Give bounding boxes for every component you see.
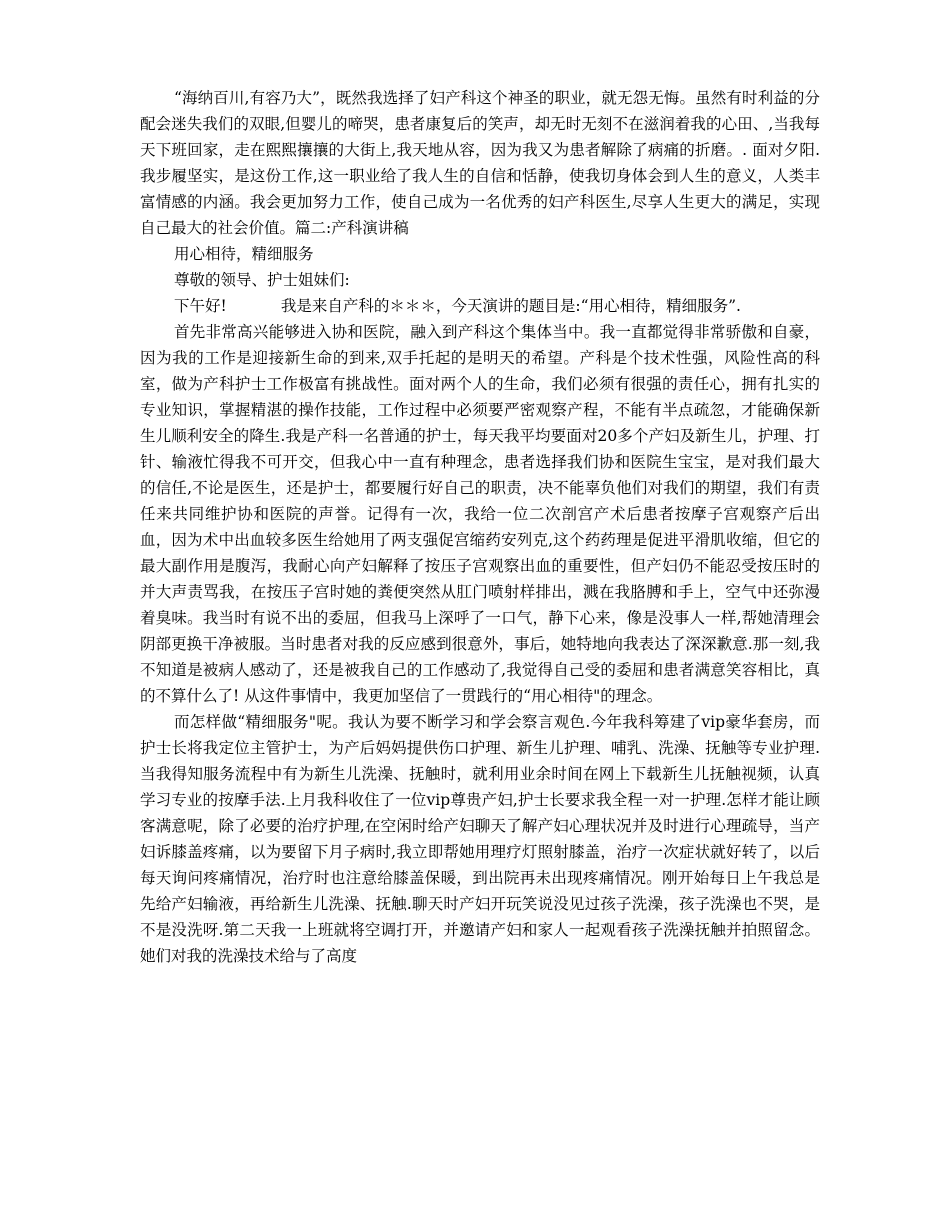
paragraph-closing-reflection: “海纳百川,有容乃大”，既然我选择了妇产科这个神圣的职业，就无怨无悔。虽然有时利益的分配会迷失我们的双眼,但婴儿的啼哭，患者康复后的笑声，却无时无刻不在滋润着我的心田、,当我每天下班回家，走在熙熙攘攘的大街上,我天地从容，因为我又为患者解除了病痛的折磨。. 面对夕阳. 我步履坚实，是这份工作,这一职业给了我人生的自信和恬静，使我切身体会到人生的意义，人类丰富情感的内涵。我会更加努力工作，使自己成为一名优秀的妇产科医生,尽享人生更大的满足，实现自己最大的社会价值。篇二:产科演讲稿 bbox=[140, 89, 825, 237]
paragraph-fine-service: 而怎样做“精细服务"呢。我认为要不断学习和学会察言观色.今年我科筹建了vip豪华套房，而护士长将我定位主管护士，为产后妈妈提供伤口护理、新生儿护理、哺乳、洗澡、抚触等专业护理.当我得知服务流程中有为新生儿洗澡、抚触时，就利用业余时间在网上下载新生儿抚触视频，认真学习专业的按摩手法.上月我科收住了一位vip尊贵产妇,护士长要求我全程一对一护理.怎样才能让顾客满意呢，除了必要的治疗护理,在空闲时给产妇聊天了解产妇心理状况并及时进行心理疏导，当产妇诉膝盖疼痛，以为要留下月子病时,我立即帮她用理疗灯照射膝盖，治疗一次症状就好转了，以后每天询问疼痛情况，治疗时也注意给膝盖保暖，到出院再未出现疼痛情况。刚开始每日上午我总是先给产妇输液，再给新生儿洗澡、抚触.聊天时产妇开玩笑说没见过孩子洗澡，孩子洗澡也不哭，是不是没洗呀.第二天我一上班就将空调打开，并邀请产妇和家人一起观看孩子洗澡抚触并拍照留念。她们对我的洗澡技术给与了高度 bbox=[140, 713, 820, 965]
paragraph-story: 首先非常高兴能够进入协和医院，融入到产科这个集体当中。我一直都觉得非常骄傲和自豪，因为我的工作是迎接新生命的到来,双手托起的是明天的希望。产科是个技术性强，风险性高的科室，做为产科护士工作极富有挑战性。面对两个人的生命，我们必须有很强的责任心，拥有扎实的专业知识，掌握精湛的操作技能，工作过程中必须要严密观察产程，不能有半点疏忽，才能确保新生儿顺利安全的降生.我是产科一名普通的护士，每天我平均要面对20多个产妇及新生儿，护理、打针、输液忙得我不可开交，但我心中一直有种理念，患者选择我们协和医院生宝宝，是对我们最大的信任,不论是医生，还是护士，都要履行好自己的职责，决不能辜负他们对我们的期望，我们有责任来共同维护协和医院的声誉。记得有一次，我给一位二次剖宫产术后患者按摩子宫观察产后出血，因为术中出血较多医生给她用了两支强促宫缩药安列克,这个药药理是促进平滑肌收缩，但它的最大副作用是腹泻，我耐心向产妇解释了按压子宫观察出血的重要性，但产妇仍不能忍受按压时的并大声责骂我，在按压子宫时她的粪便突然从肛门喷射样排出，溅在我胳膊和手上，空气中还弥漫着臭味。我当时有说不出的委屈，但我马上深呼了一口气，静下心来，像是没事人一样,帮她清理会阴部更换干净被服。当时患者对我的反应感到很意外，事后，她特地向我表达了深深歉意.那一刻,我不知道是被病人感动了，还是被我自己的工作感动了,我觉得自己受的委屈和患者满意笑容相比，真的不算什么了! 从这件事情中，我更加坚信了一贯践行的“用心相待"的理念。 bbox=[140, 323, 820, 705]
speech-greeting: 下午好! 我是来自产科的＊＊＊，今天演讲的题目是:“用心相待，精细服务”. bbox=[174, 297, 741, 315]
speech-title: 用心相待，精细服务 bbox=[174, 245, 314, 263]
speech-salutation: 尊敬的领导、护士姐妹们: bbox=[174, 271, 350, 289]
document-body bbox=[140, 85, 825, 969]
